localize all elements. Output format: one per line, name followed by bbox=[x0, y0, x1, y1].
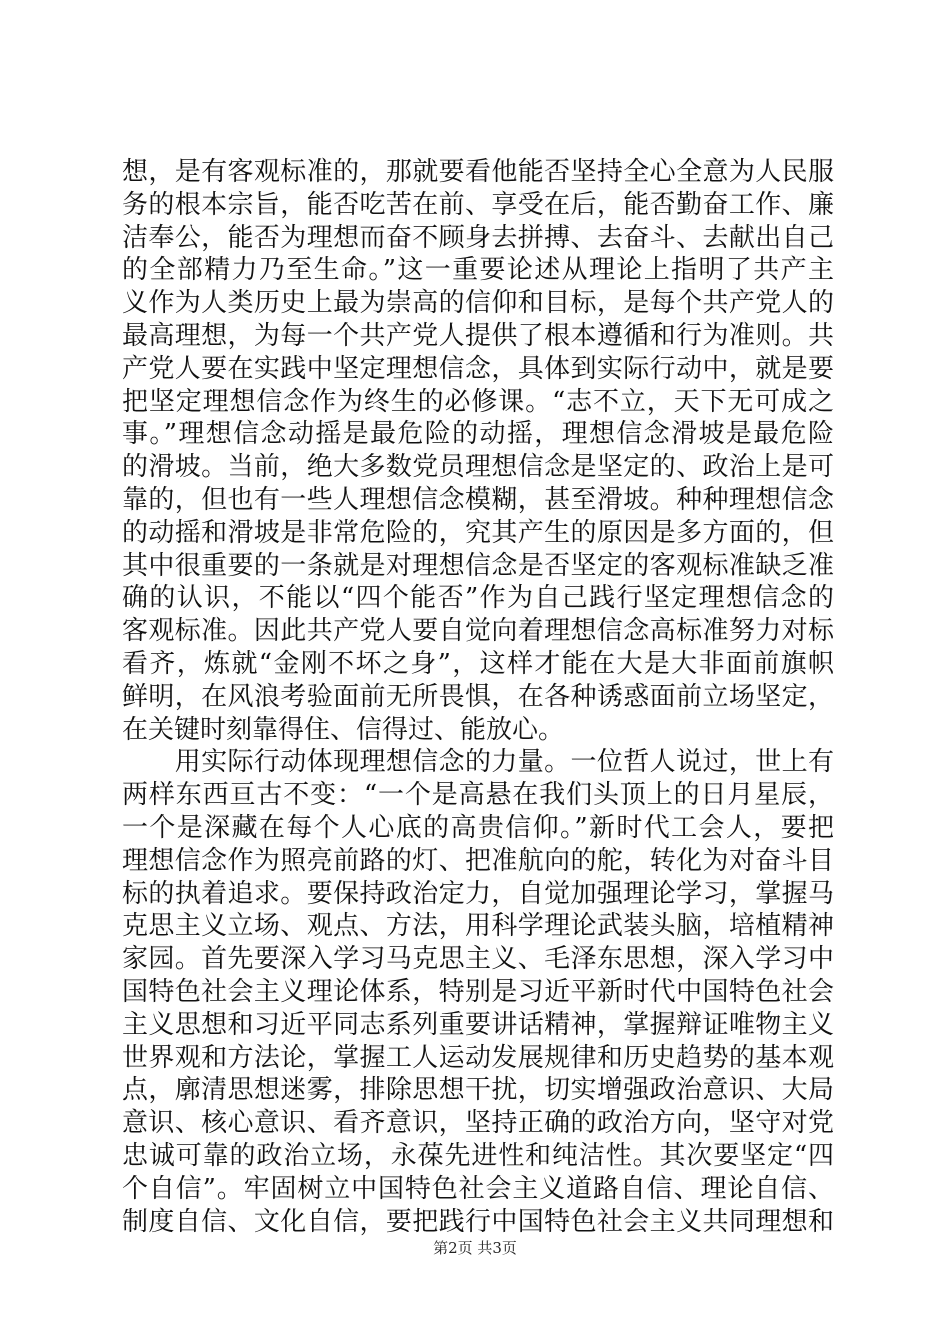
text-line: 产党人要在实践中坚定理想信念，具体到实际行动中，就是要 bbox=[122, 353, 834, 384]
text-line: 标的执着追求。要保持政治定力，自觉加强理论学习，掌握马 bbox=[122, 878, 834, 909]
text-line: 鲜明，在风浪考验面前无所畏惧，在各种诱惑面前立场坚定， bbox=[122, 681, 834, 712]
text-line: 两样东西亘古不变：“一个是高悬在我们头顶上的日月星辰， bbox=[122, 780, 834, 811]
text-line: 世界观和方法论，掌握工人运动发展规律和历史趋势的基本观 bbox=[122, 1042, 834, 1073]
text-line: 个自信”。牢固树立中国特色社会主义道路自信、理论自信、 bbox=[122, 1173, 834, 1204]
text-line: 靠的，但也有一些人理想信念模糊，甚至滑坡。种种理想信念 bbox=[122, 484, 834, 515]
text-line: 忠诚可靠的政治立场，永葆先进性和纯洁性。其次要坚定“四 bbox=[122, 1140, 834, 1171]
text-line: 的动摇和滑坡是非常危险的，究其产生的原因是多方面的，但 bbox=[122, 517, 834, 548]
text-line: 家园。首先要深入学习马克思主义、毛泽东思想，深入学习中 bbox=[122, 944, 834, 975]
text-line: 确的认识，不能以“四个能否”作为自己践行坚定理想信念的 bbox=[122, 583, 834, 614]
text-line: 义作为人类历史上最为崇高的信仰和目标，是每个共产党人的 bbox=[122, 288, 834, 319]
text-line: 克思主义立场、观点、方法，用科学理论武装头脑，培植精神 bbox=[122, 911, 834, 942]
page-number-footer: 第2页 共3页 bbox=[433, 1239, 517, 1257]
text-line: 务的根本宗旨，能否吃苦在前、享受在后，能否勤奋工作、廉 bbox=[122, 189, 834, 220]
text-line: 把坚定理想信念作为终生的必修课。“志不立，天下无可成之 bbox=[122, 386, 834, 417]
text-line: 在关键时刻靠得住、信得过、能放心。 bbox=[122, 714, 565, 745]
text-line: 的滑坡。当前，绝大多数党员理想信念是坚定的、政治上是可 bbox=[122, 452, 834, 483]
text-line: 其中很重要的一条就是对理想信念是否坚定的客观标准缺乏准 bbox=[122, 550, 834, 581]
text-line: 客观标准。因此共产党人要自觉向着理想信念高标准努力对标 bbox=[122, 616, 834, 647]
text-line: 看齐，炼就“金刚不坏之身”，这样才能在大是大非面前旗帜 bbox=[122, 648, 834, 679]
text-line: 最高理想，为每一个共产党人提供了根本遵循和行为准则。共 bbox=[122, 320, 834, 351]
text-line: 主义思想和习近平同志系列重要讲话精神，掌握辩证唯物主义 bbox=[122, 1009, 834, 1040]
text-line: 意识、核心意识、看齐意识，坚持正确的政治方向，坚守对党 bbox=[122, 1108, 834, 1139]
text-line: 制度自信、文化自信，要把践行中国特色社会主义共同理想和 bbox=[122, 1206, 834, 1237]
text-line: 点，廓清思想迷雾，排除思想干扰，切实增强政治意识、大局 bbox=[122, 1075, 834, 1106]
text-line: 国特色社会主义理论体系，特别是习近平新时代中国特色社会 bbox=[122, 976, 834, 1007]
document-body bbox=[122, 156, 834, 1238]
text-line: 理想信念作为照亮前路的灯、把准航向的舵，转化为对奋斗目 bbox=[122, 845, 834, 876]
text-line: 洁奉公，能否为理想而奋不顾身去拼搏、去奋斗、去献出自己 bbox=[122, 222, 834, 253]
text-line: 用实际行动体现理想信念的力量。一位哲人说过，世上有 bbox=[122, 747, 834, 778]
text-line: 一个是深藏在每个人心底的高贵信仰。”新时代工会人，要把 bbox=[122, 812, 834, 843]
text-line: 的全部精力乃至生命。”这一重要论述从理论上指明了共产主 bbox=[122, 255, 834, 286]
text-line: 事。”理想信念动摇是最危险的动摇，理想信念滑坡是最危险 bbox=[122, 419, 834, 450]
text-line: 想，是有客观标准的，那就要看他能否坚持全心全意为人民服 bbox=[122, 157, 834, 187]
